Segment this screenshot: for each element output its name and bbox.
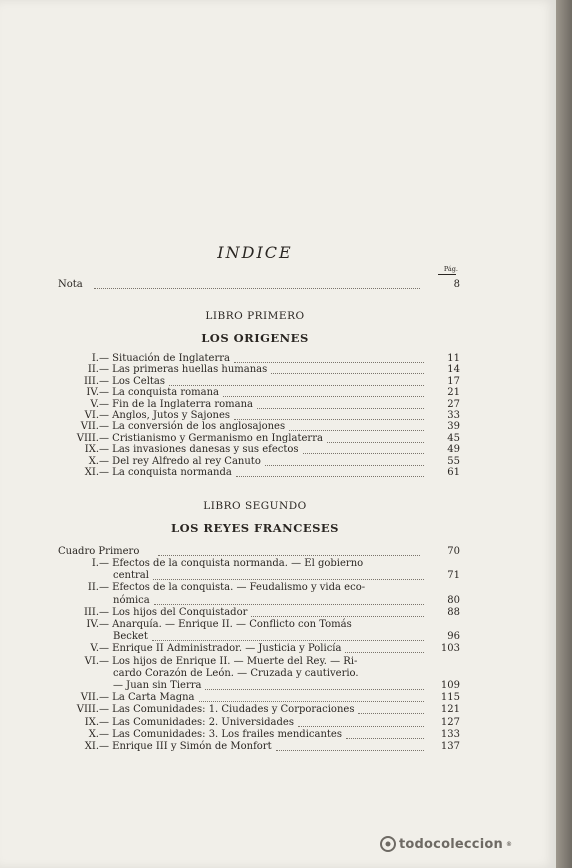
toc-entry [52, 729, 460, 741]
toc-entry-text: — Las invasiones danesas y sus efectos [99, 444, 299, 456]
toc-entry-text: — La Carta Magna [99, 692, 195, 704]
toc-entry-page: 55 [447, 455, 460, 467]
toc-entry-page: 109 [440, 680, 460, 691]
toc-entry [52, 364, 460, 376]
toc-entry-number: I. [91, 558, 99, 569]
leader-dots [327, 441, 424, 443]
toc-entry-number: IV. [86, 619, 99, 630]
toc-entry-text: — Efectos de la conquista. — Feudalismo y vida eco- [99, 582, 366, 594]
toc-entry [52, 558, 460, 570]
leader-dots [298, 725, 424, 727]
toc-entry-text: — La conquista romana [99, 387, 219, 399]
toc-entry-text: — Las Comunidades: 1. Ciudades y Corporaciones [99, 704, 355, 716]
toc-entry-text: — Cristianismo y Germanismo en Inglaterra [99, 432, 323, 444]
toc-entry-page: 88 [447, 606, 460, 618]
leader-dots [223, 395, 424, 397]
libro-primero-subheading: LOS ORIGENES [201, 331, 309, 345]
toc-entry-page: 71 [447, 570, 460, 582]
leader-dots [271, 372, 424, 374]
tc-logo-icon [380, 836, 396, 852]
toc-entry-page: 121 [440, 704, 460, 716]
nota-row [58, 279, 460, 291]
toc-entry-page: 80 [447, 594, 460, 606]
toc-entry-page: 45 [447, 432, 460, 444]
toc-entry-text: — La conquista normanda [99, 467, 232, 478]
toc-entry-page: 103 [440, 643, 460, 655]
toc-entry [52, 668, 460, 680]
nota-page: 8 [453, 279, 460, 290]
toc-entry-page: 33 [447, 410, 460, 421]
cuadro-row [58, 546, 460, 558]
leader-dots [257, 407, 424, 409]
toc-entry [52, 692, 460, 704]
toc-entry [52, 607, 460, 619]
toc-entry-text: — Los hijos del Conquistador [99, 606, 248, 618]
leader-dots [234, 418, 424, 420]
toc-entry [52, 643, 460, 655]
toc-entry-number: XI. [84, 741, 99, 752]
leader-dots [153, 578, 424, 580]
toc-entry-number: VII. [80, 692, 99, 704]
toc-entry-number: V. [90, 398, 99, 410]
leader-dots [251, 615, 424, 617]
toc-entry-text: nómica [113, 594, 150, 606]
toc-entry-page: 61 [447, 467, 460, 478]
book-edge [556, 0, 572, 868]
toc-entry-text: — Las primeras huellas humanas [99, 364, 268, 376]
toc-entry [52, 433, 460, 445]
toc-entry-text: — Anglos, Jutos y Sajones [99, 410, 231, 421]
toc-entry-number: II. [87, 582, 99, 594]
toc-entry [52, 704, 460, 716]
toc-entry [52, 582, 460, 594]
toc-entry-text: central [113, 570, 149, 582]
toc-entry-number: IX. [84, 444, 99, 456]
toc-entry-page: 11 [447, 353, 460, 364]
toc-entry [52, 456, 460, 468]
toc-entry-page: 137 [440, 741, 460, 752]
watermark-text: todocoleccion [399, 836, 503, 852]
toc-entry [52, 631, 460, 643]
toc-entry-number: IX. [84, 716, 99, 728]
leader-dots [152, 639, 424, 641]
leader-dots [236, 475, 424, 477]
toc-entry-text: — Anarquía. — Enrique II. — Conflicto con Tomás [99, 619, 352, 630]
toc-entry-text: — Las Comunidades: 2. Universidades [99, 716, 294, 728]
leader-dots [205, 688, 424, 690]
cuadro-page: 70 [447, 546, 460, 557]
toc-entry-number: IV. [86, 387, 99, 399]
toc-entry-text: cardo Corazón de León. — Cruzada y cautiverio. [113, 667, 359, 679]
toc-entry [52, 399, 460, 411]
nota-label: Nota [58, 279, 83, 290]
toc-entry [52, 680, 460, 692]
libro-segundo-subheading: LOS REYES FRANCESES [171, 521, 339, 535]
toc-entry [52, 467, 460, 479]
toc-entry [52, 444, 460, 456]
toc-entry-text: — Efectos de la conquista normanda. — El gobierno [99, 558, 364, 569]
toc-entry [52, 421, 460, 433]
leader-dots [154, 603, 424, 605]
toc-entry-number: II. [87, 364, 99, 376]
toc-entry [52, 376, 460, 388]
leader-dots [289, 429, 424, 431]
toc-entry-number: XI. [84, 467, 99, 478]
toc-entry-page: 96 [447, 631, 460, 643]
toc-entry [52, 656, 460, 668]
toc-entry [52, 570, 460, 582]
leader-dots [303, 452, 424, 454]
libro-primero-heading: LIBRO PRIMERO [205, 310, 305, 322]
toc-entry-text: — Los Celtas [99, 375, 166, 387]
toc-entry-number: III. [83, 375, 99, 387]
leader-dots [234, 361, 424, 363]
cuadro-label: Cuadro Primero [58, 546, 140, 557]
leader-dots [199, 700, 424, 702]
leader-dots [276, 749, 424, 751]
toc-entry-text: — Enrique III y Simón de Monfort [99, 741, 272, 752]
toc-entry-text: — Los hijos de Enrique II. — Muerte del Rey. — Ri- [99, 655, 358, 667]
toc-entry [52, 717, 460, 729]
toc-entry-number: VI. [84, 410, 99, 421]
toc-entry-text: — Fin de la Inglaterra romana [99, 398, 254, 410]
toc-entry [52, 410, 460, 422]
toc-entry [52, 619, 460, 631]
toc-entry-text: — Situación de Inglaterra [99, 353, 230, 364]
watermark-logo: todocoleccion ® [380, 836, 512, 852]
leader-dots [346, 737, 424, 739]
toc-entry-page: 17 [447, 375, 460, 387]
toc-entry-number: VII. [80, 421, 99, 433]
toc-entry-page: 39 [447, 421, 460, 433]
leader-dots [94, 287, 420, 289]
toc-entry-text: — Juan sin Tierra [113, 680, 202, 691]
toc-entry [52, 353, 460, 365]
toc-entry-text: — La conversión de los anglosajones [99, 421, 286, 433]
toc-entry [52, 595, 460, 607]
toc-entry-number: VI. [84, 655, 99, 667]
toc-entry-number: VIII. [76, 432, 99, 444]
toc-entry-page: 49 [447, 444, 460, 456]
toc-entry-page: 27 [447, 398, 460, 410]
toc-entry-page: 133 [440, 728, 460, 740]
toc-entry [52, 741, 460, 753]
toc-entry-text: — Enrique II Administrador. — Justicia y Policía [99, 643, 342, 655]
toc-entry-text: — Las Comunidades: 3. Los frailes mendicantes [99, 728, 342, 740]
toc-entry-number: I. [91, 353, 99, 364]
toc-entry-number: V. [90, 643, 99, 655]
leader-dots [345, 651, 424, 653]
toc-entry-number: X. [88, 455, 99, 467]
toc-entry-page: 127 [440, 716, 460, 728]
toc-entry [52, 387, 460, 399]
leader-dots [158, 554, 420, 556]
leader-dots [358, 712, 424, 714]
toc-entry-page: 14 [447, 364, 460, 376]
toc-entry-number: VIII. [76, 704, 99, 716]
toc-entry-text: Becket [113, 631, 148, 643]
index-title: INDICE [217, 243, 293, 262]
page-column-label: Pág. [418, 265, 458, 273]
toc-entry-page: 21 [447, 387, 460, 399]
leader-dots [169, 384, 424, 386]
toc-entry-number: III. [83, 606, 99, 618]
leader-dots [265, 464, 424, 466]
toc-entry-number: X. [88, 728, 99, 740]
toc-entry-text: — Del rey Alfredo al rey Canuto [99, 455, 261, 467]
toc-entry-page: 115 [440, 692, 460, 704]
libro-segundo-heading: LIBRO SEGUNDO [203, 500, 307, 512]
